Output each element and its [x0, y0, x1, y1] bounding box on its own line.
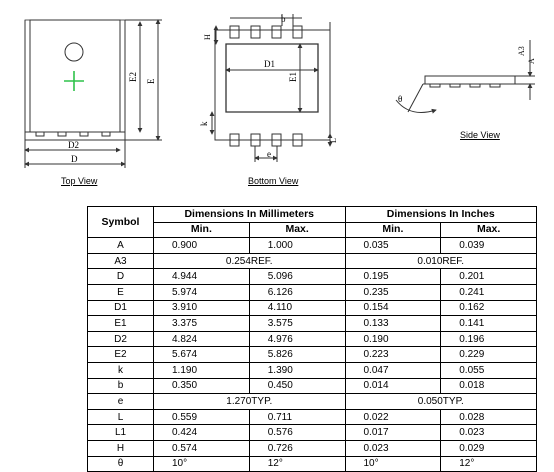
table-body — [88, 238, 537, 472]
mm-reference-cell: 0.254REF. — [154, 253, 346, 269]
mm-min-cell: 0.424 — [154, 425, 250, 441]
mm-min-cell: 3.910 — [154, 300, 250, 316]
inch-min-cell: 0.022 — [345, 409, 441, 425]
mm-min-cell: 0.574 — [154, 440, 250, 456]
symbol-cell: D2 — [88, 331, 154, 347]
inch-min-cell: 0.017 — [345, 425, 441, 441]
inch-max-cell: 0.055 — [441, 362, 537, 378]
inch-max-cell: 0.196 — [441, 331, 537, 347]
label-a3: A3 — [517, 46, 526, 56]
table-row — [88, 425, 537, 441]
inch-max-cell: 0.141 — [441, 316, 537, 332]
mm-max-cell: 6.126 — [249, 284, 345, 300]
inch-max-cell: 12° — [441, 456, 537, 472]
inch-min-cell: 0.223 — [345, 347, 441, 363]
table-row — [88, 284, 537, 300]
header-mm-max: Max. — [249, 222, 345, 238]
table-row — [88, 269, 537, 285]
symbol-cell: D1 — [88, 300, 154, 316]
caption-bottom-view: Bottom View — [248, 176, 299, 186]
table-row — [88, 409, 537, 425]
pin1-cross-icon — [64, 71, 84, 91]
package-drawings — [0, 0, 554, 200]
mm-min-cell: 3.375 — [154, 316, 250, 332]
inch-min-cell: 0.047 — [345, 362, 441, 378]
mm-reference-cell: 1.270TYP. — [154, 394, 346, 410]
label-h: H — [203, 34, 212, 40]
table-row — [88, 316, 537, 332]
mm-min-cell: 10° — [154, 456, 250, 472]
table-header-row — [88, 207, 537, 223]
inch-min-cell: 0.023 — [345, 440, 441, 456]
header-symbol: Symbol — [88, 207, 154, 238]
mm-max-cell: 5.096 — [249, 269, 345, 285]
inch-min-cell: 10° — [345, 456, 441, 472]
mm-max-cell: 0.450 — [249, 378, 345, 394]
mm-min-cell: 0.350 — [154, 378, 250, 394]
header-in-max: Max. — [441, 222, 537, 238]
table-row — [88, 347, 537, 363]
label-e: E — [146, 78, 156, 84]
symbol-cell: D — [88, 269, 154, 285]
table-row — [88, 238, 537, 254]
inch-max-cell: 0.162 — [441, 300, 537, 316]
label-k: k — [199, 121, 209, 126]
mm-max-cell: 3.575 — [249, 316, 345, 332]
inch-max-cell: 0.229 — [441, 347, 537, 363]
label-d1: D1 — [264, 59, 275, 69]
symbol-cell: A3 — [88, 253, 154, 269]
mm-max-cell: 1.000 — [249, 238, 345, 254]
symbol-cell: b — [88, 378, 154, 394]
pin1-circle — [65, 43, 83, 61]
mm-max-cell: 0.576 — [249, 425, 345, 441]
mm-max-cell: 4.110 — [249, 300, 345, 316]
symbol-cell: E2 — [88, 347, 154, 363]
inch-min-cell: 0.195 — [345, 269, 441, 285]
label-d: D — [71, 154, 78, 164]
inch-reference-cell: 0.010REF. — [345, 253, 537, 269]
mm-max-cell: 5.826 — [249, 347, 345, 363]
inch-max-cell: 0.201 — [441, 269, 537, 285]
inch-min-cell: 0.154 — [345, 300, 441, 316]
inch-min-cell: 0.014 — [345, 378, 441, 394]
mm-max-cell: 1.390 — [249, 362, 345, 378]
mm-min-cell: 1.190 — [154, 362, 250, 378]
table-row — [88, 456, 537, 472]
symbol-cell: L — [88, 409, 154, 425]
inch-max-cell: 0.023 — [441, 425, 537, 441]
mm-max-cell: 12° — [249, 456, 345, 472]
table-row — [88, 394, 537, 410]
label-a: A — [527, 58, 536, 64]
inch-max-cell: 0.039 — [441, 238, 537, 254]
top-view-drawing — [25, 20, 162, 168]
header-inches: Dimensions In Inches — [345, 207, 537, 223]
mm-min-cell: 0.559 — [154, 409, 250, 425]
header-millimeters: Dimensions In Millimeters — [154, 207, 346, 223]
bottom-view-drawing — [212, 14, 330, 162]
side-view-drawing — [396, 40, 535, 112]
table-row — [88, 440, 537, 456]
table-row — [88, 331, 537, 347]
inch-max-cell: 0.241 — [441, 284, 537, 300]
table-row — [88, 362, 537, 378]
symbol-cell: L1 — [88, 425, 154, 441]
mm-min-cell: 4.824 — [154, 331, 250, 347]
mm-max-cell: 4.976 — [249, 331, 345, 347]
symbol-cell: A — [88, 238, 154, 254]
mm-max-cell: 0.726 — [249, 440, 345, 456]
label-e-pitch: e — [267, 149, 271, 159]
label-e1: E1 — [288, 72, 298, 82]
label-l: L — [329, 138, 338, 143]
inch-min-cell: 0.190 — [345, 331, 441, 347]
mm-min-cell: 4.944 — [154, 269, 250, 285]
symbol-cell: H — [88, 440, 154, 456]
inch-min-cell: 0.235 — [345, 284, 441, 300]
table-subheader-row — [88, 222, 537, 238]
mm-min-cell: 5.974 — [154, 284, 250, 300]
inch-min-cell: 0.035 — [345, 238, 441, 254]
inch-max-cell: 0.018 — [441, 378, 537, 394]
label-theta: θ — [398, 94, 403, 104]
table-row — [88, 378, 537, 394]
mm-max-cell: 0.711 — [249, 409, 345, 425]
header-mm-min: Min. — [154, 222, 250, 238]
inch-reference-cell: 0.050TYP. — [345, 394, 537, 410]
caption-top-view: Top View — [61, 176, 98, 186]
inch-min-cell: 0.133 — [345, 316, 441, 332]
dimensions-table — [87, 206, 537, 472]
symbol-cell: e — [88, 394, 154, 410]
mm-min-cell: 0.900 — [154, 238, 250, 254]
table-row — [88, 253, 537, 269]
inch-max-cell: 0.028 — [441, 409, 537, 425]
label-e2: E2 — [128, 72, 138, 82]
top-view-body — [30, 20, 120, 132]
label-d2: D2 — [68, 140, 79, 150]
symbol-cell: k — [88, 362, 154, 378]
symbol-cell: θ — [88, 456, 154, 472]
symbol-cell: E1 — [88, 316, 154, 332]
label-b: b — [281, 14, 286, 24]
inch-max-cell: 0.029 — [441, 440, 537, 456]
header-in-min: Min. — [345, 222, 441, 238]
table-row — [88, 300, 537, 316]
mm-min-cell: 5.674 — [154, 347, 250, 363]
caption-side-view: Side View — [460, 130, 500, 140]
symbol-cell: E — [88, 284, 154, 300]
